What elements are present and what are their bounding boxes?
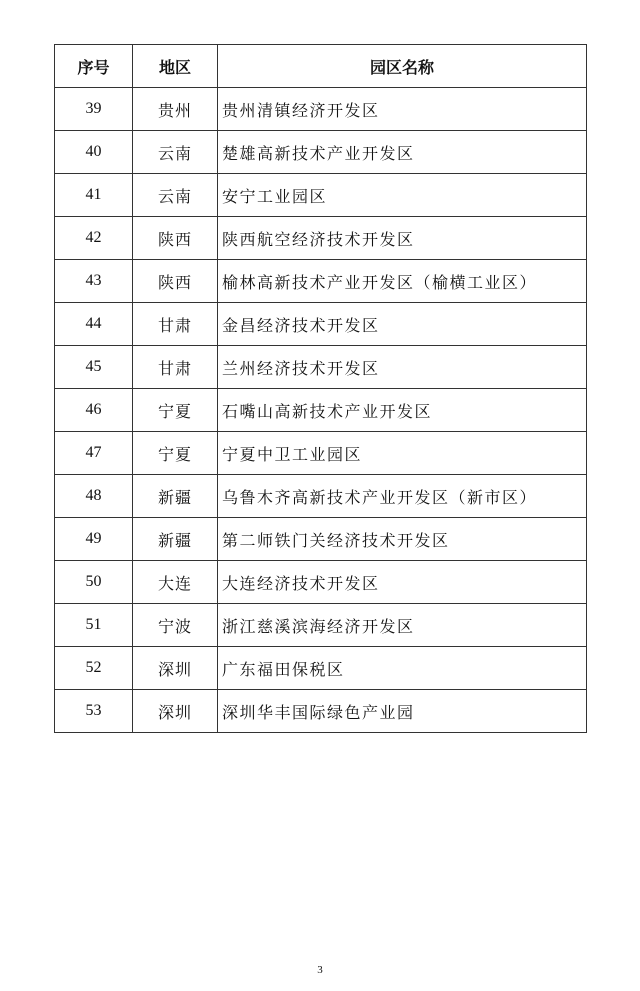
row-region: 宁夏 [133, 389, 218, 432]
table-row [55, 217, 587, 260]
table-row [55, 174, 587, 217]
table-row [55, 131, 587, 174]
row-region: 云南 [133, 174, 218, 217]
row-no: 45 [55, 346, 133, 389]
row-no: 39 [55, 88, 133, 131]
row-no: 40 [55, 131, 133, 174]
row-no: 52 [55, 647, 133, 690]
table-row [55, 647, 587, 690]
row-no: 46 [55, 389, 133, 432]
table-body [55, 88, 587, 733]
row-no: 49 [55, 518, 133, 561]
row-no: 50 [55, 561, 133, 604]
row-name: 兰州经济技术开发区 [218, 346, 587, 389]
row-region: 深圳 [133, 690, 218, 733]
table-row [55, 561, 587, 604]
row-region: 甘肃 [133, 346, 218, 389]
header-no: 序号 [55, 45, 133, 88]
row-no: 53 [55, 690, 133, 733]
row-region: 新疆 [133, 518, 218, 561]
row-region: 云南 [133, 131, 218, 174]
row-name: 大连经济技术开发区 [218, 561, 587, 604]
row-region: 甘肃 [133, 303, 218, 346]
row-name: 乌鲁木齐高新技术产业开发区（新市区） [218, 475, 587, 518]
table-row [55, 518, 587, 561]
table-row [55, 260, 587, 303]
table-row [55, 475, 587, 518]
row-name: 陕西航空经济技术开发区 [218, 217, 587, 260]
table-header-row [55, 45, 587, 88]
row-name: 金昌经济技术开发区 [218, 303, 587, 346]
row-no: 51 [55, 604, 133, 647]
row-name: 深圳华丰国际绿色产业园 [218, 690, 587, 733]
row-no: 43 [55, 260, 133, 303]
row-no: 48 [55, 475, 133, 518]
row-region: 深圳 [133, 647, 218, 690]
row-no: 41 [55, 174, 133, 217]
table-row [55, 690, 587, 733]
row-no: 44 [55, 303, 133, 346]
row-region: 陕西 [133, 260, 218, 303]
park-list-table [54, 44, 587, 733]
row-region: 陕西 [133, 217, 218, 260]
row-name: 石嘴山高新技术产业开发区 [218, 389, 587, 432]
row-region: 新疆 [133, 475, 218, 518]
row-name: 贵州清镇经济开发区 [218, 88, 587, 131]
row-name: 浙江慈溪滨海经济开发区 [218, 604, 587, 647]
table-row [55, 432, 587, 475]
row-name: 第二师铁门关经济技术开发区 [218, 518, 587, 561]
row-region: 贵州 [133, 88, 218, 131]
page-number: 3 [317, 964, 323, 976]
row-name: 楚雄高新技术产业开发区 [218, 131, 587, 174]
header-name: 园区名称 [218, 45, 587, 88]
table-row [55, 604, 587, 647]
table-row [55, 303, 587, 346]
row-name: 安宁工业园区 [218, 174, 587, 217]
table-row [55, 346, 587, 389]
row-name: 榆林高新技术产业开发区（榆横工业区） [218, 260, 587, 303]
row-region: 宁夏 [133, 432, 218, 475]
table-row [55, 389, 587, 432]
header-region: 地区 [133, 45, 218, 88]
row-name: 宁夏中卫工业园区 [218, 432, 587, 475]
row-region: 宁波 [133, 604, 218, 647]
row-no: 47 [55, 432, 133, 475]
row-name: 广东福田保税区 [218, 647, 587, 690]
row-region: 大连 [133, 561, 218, 604]
table-row [55, 88, 587, 131]
row-no: 42 [55, 217, 133, 260]
